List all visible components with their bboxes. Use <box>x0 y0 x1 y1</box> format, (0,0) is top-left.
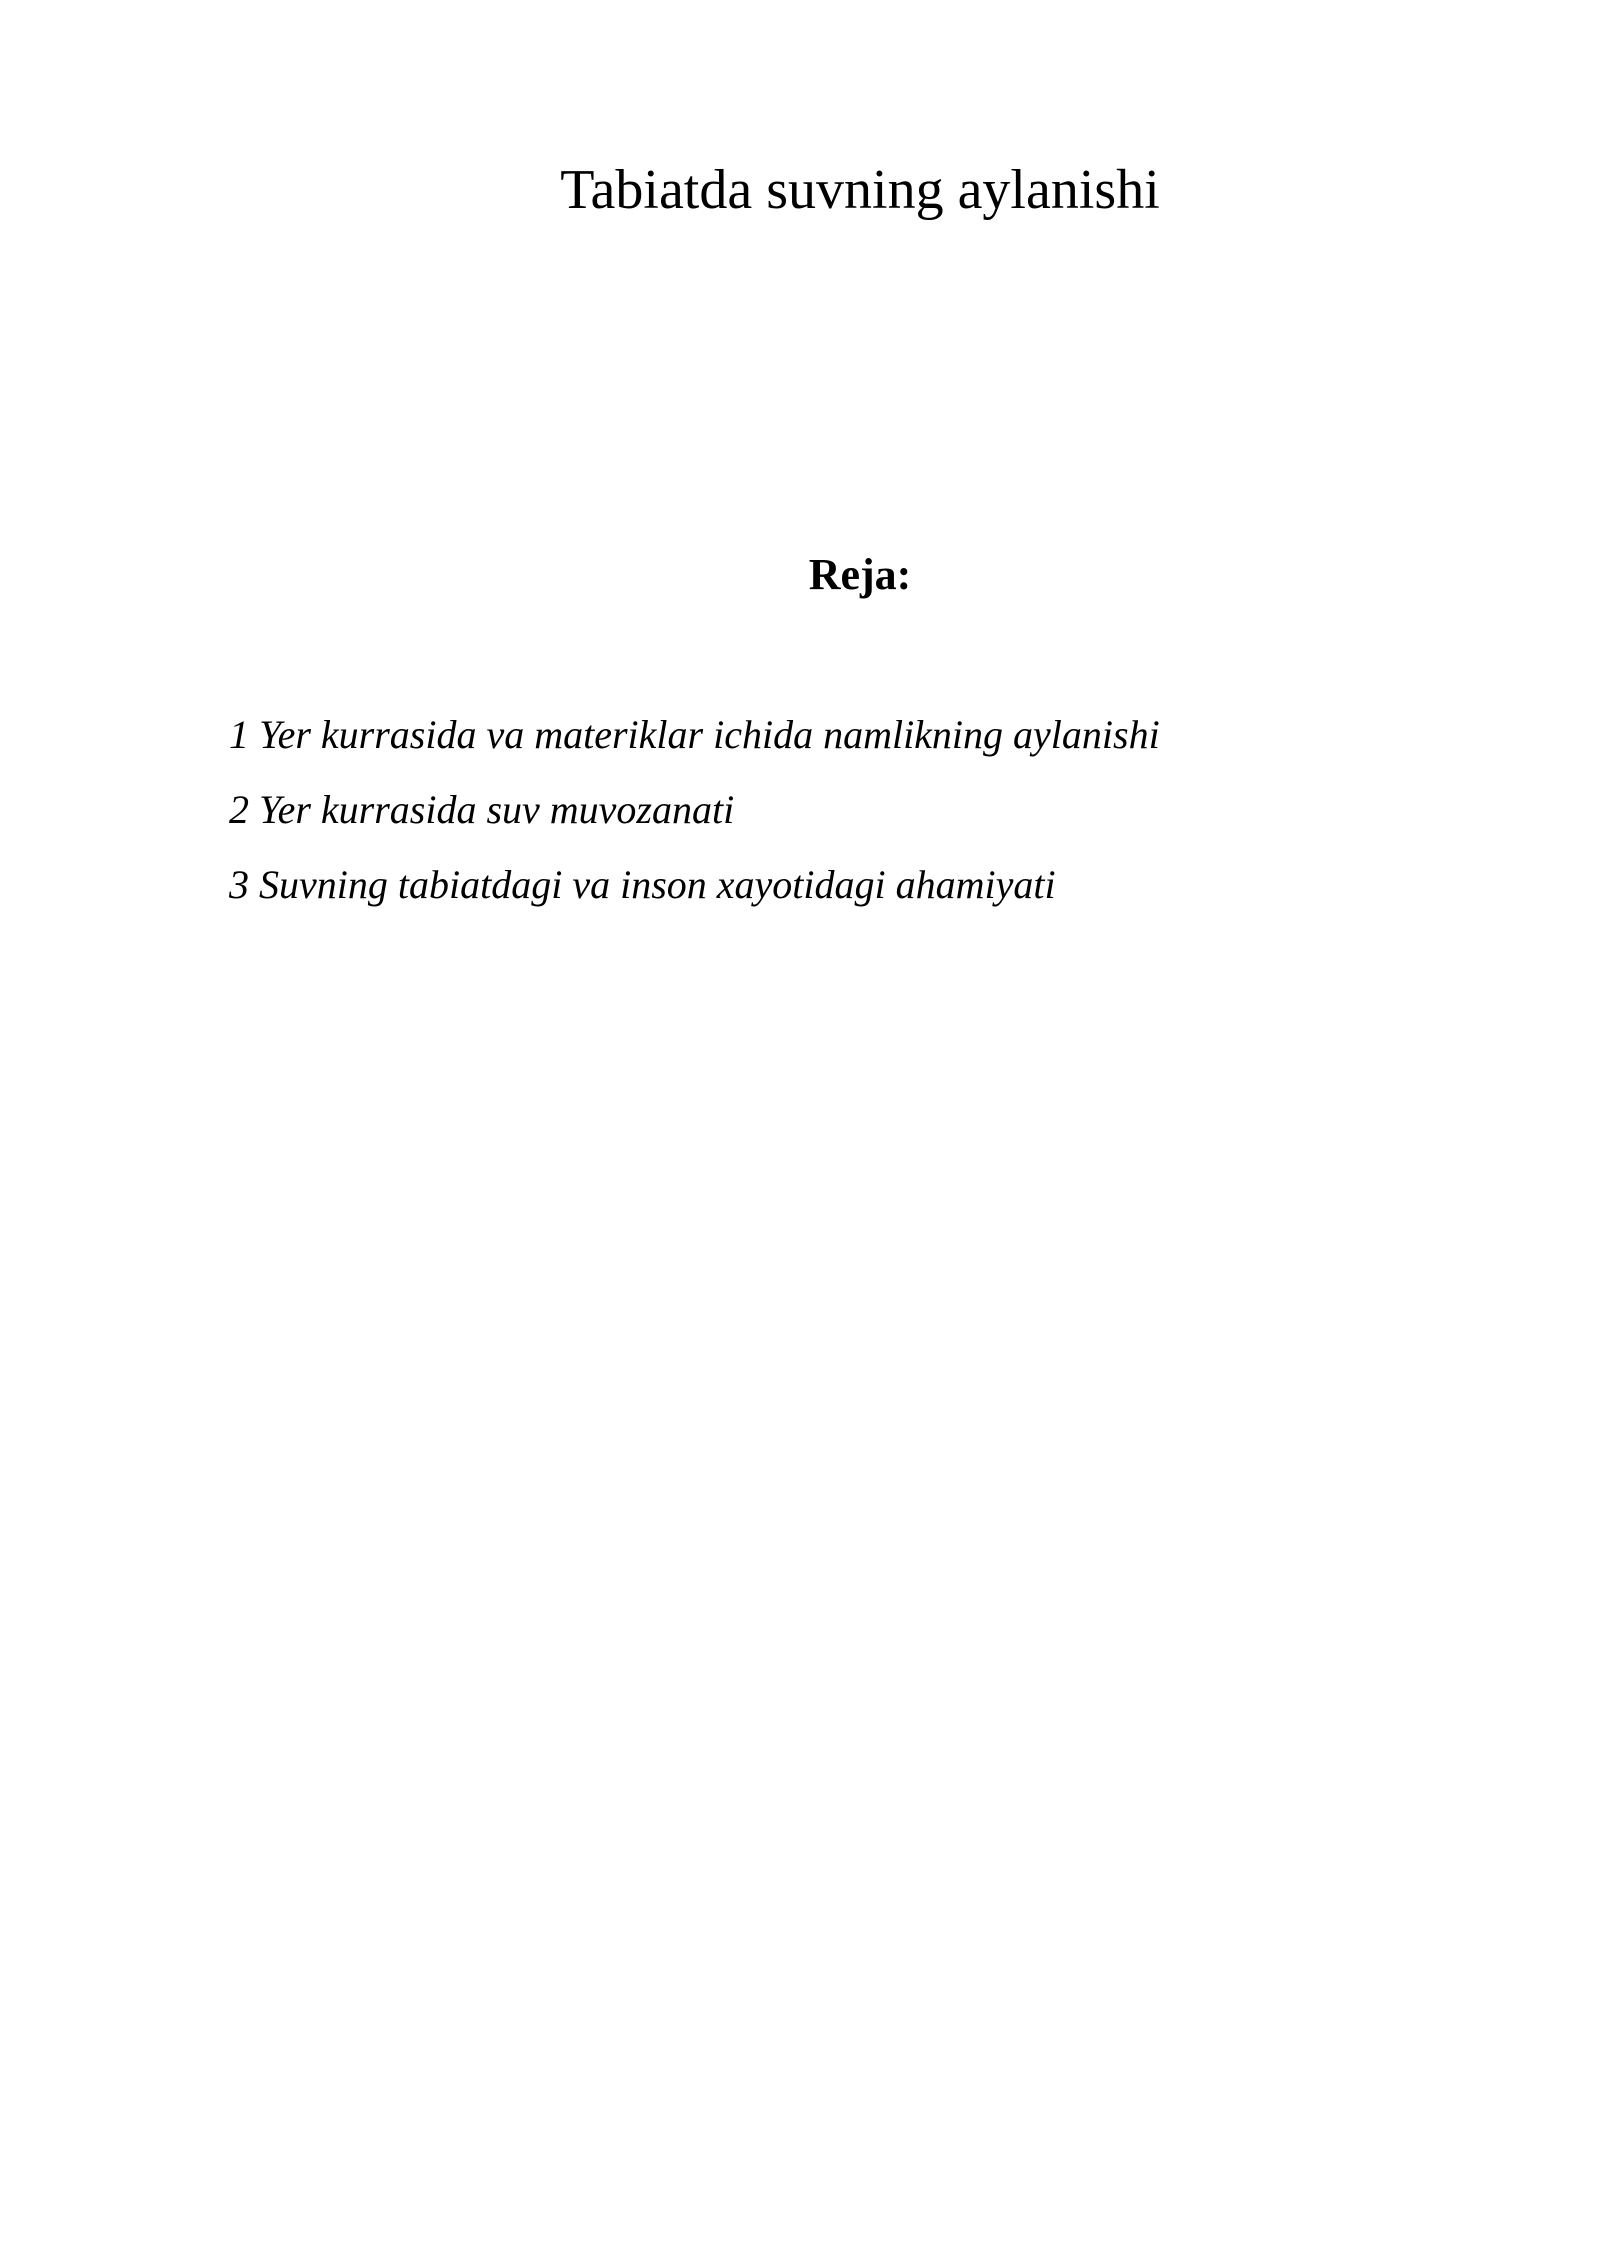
plan-item-3: 3 Suvning tabiatdagi va inson xayotidagi ahamiyati <box>229 862 1056 907</box>
plan-list <box>229 710 1160 935</box>
plan-item-1: 1 Yer kurrasida va materiklar ichida namlikning aylanishi <box>229 712 1160 757</box>
plan-item-2: 2 Yer kurrasida suv muvozanati <box>229 787 735 832</box>
plan-heading: Reja: <box>808 550 912 599</box>
document-title: Tabiatda suvning aylanishi <box>560 159 1160 221</box>
